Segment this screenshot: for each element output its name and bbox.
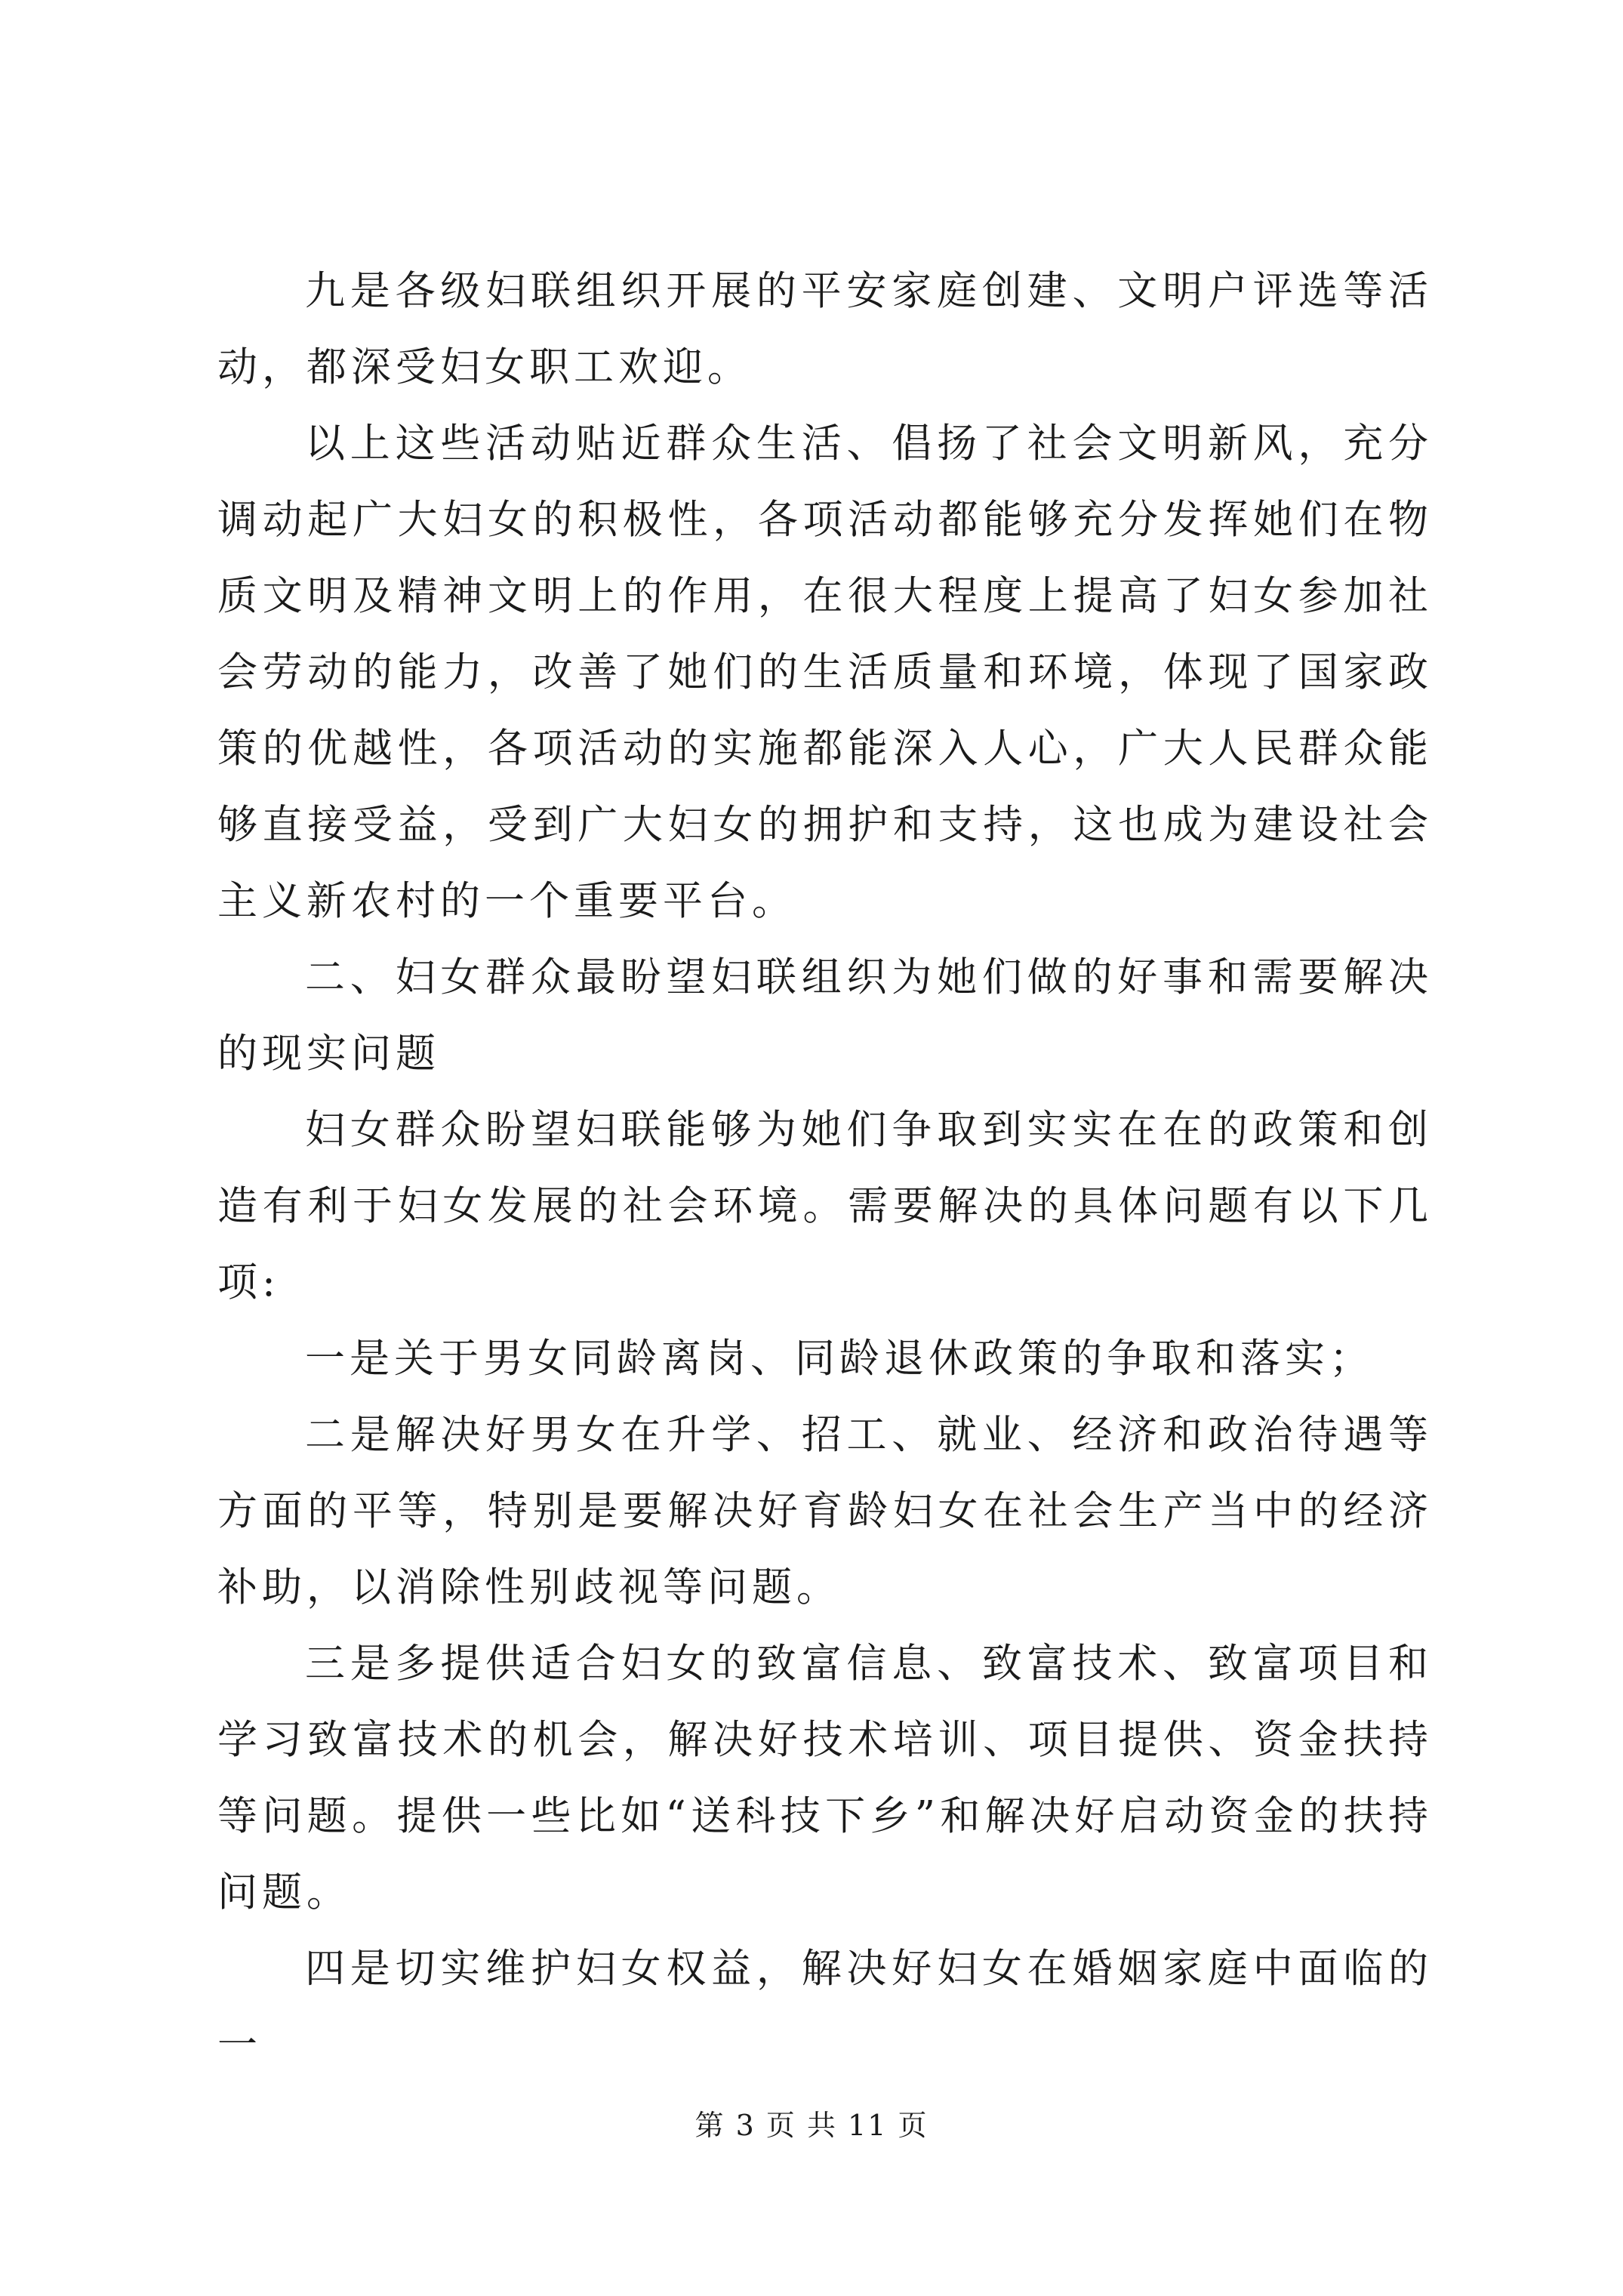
document-body [217,253,1433,2083]
paragraph-item-three: 三是多提供适合妇女的致富信息、致富技术、致富项目和学习致富技术的机会，解决好技术培训、项目提供、资金扶持等问题。提供一些比如“送科技下乡”和解决好启动资金的扶持问题。 [217,1641,1433,1915]
paragraph-item-four: 四是切实维护妇女权益，解决好妇女在婚姻家庭中面临的一 [217,1946,1433,2068]
page-number-footer: 第 3 页 共 11 页 [694,2109,929,2142]
paragraph-item-one: 一是关于男女同龄离岗、同龄退休政策的争取和落实； [305,1336,1374,1382]
paragraph-item-two: 二是解决好男女在升学、招工、就业、经济和政治待遇等方面的平等，特别是要解决好育龄妇女在社会生产当中的经济补助，以消除性别歧视等问题。 [217,1412,1433,1610]
section-heading-two: 二、妇女群众最盼望妇联组织为她们做的好事和需要解决的现实问题 [217,954,1433,1077]
paragraph-activities-summary: 以上这些活动贴近群众生活、倡扬了社会文明新风，充分调动起广大妇女的积极性，各项活动都能够充分发挥她们在物质文明及精神文明上的作用，在很大程度上提高了妇女参加社会劳动的能力，改善了她们的生活质量和环境，体现了国家政策的优越性，各项活动的实施都能深入人心，广大人民群众能够直接受益，受到广大妇女的拥护和支持，这也成为建设社会主义新农村的一个重要平台。 [217,421,1433,924]
paragraph-item-nine: 九是各级妇联组织开展的平安家庭创建、文明户评选等活动，都深受妇女职工欢迎。 [217,268,1433,390]
paragraph-expectations: 妇女群众盼望妇联能够为她们争取到实实在在的政策和创造有利于妇女发展的社会环境。需要解决的具体问题有以下几项: [217,1107,1433,1305]
